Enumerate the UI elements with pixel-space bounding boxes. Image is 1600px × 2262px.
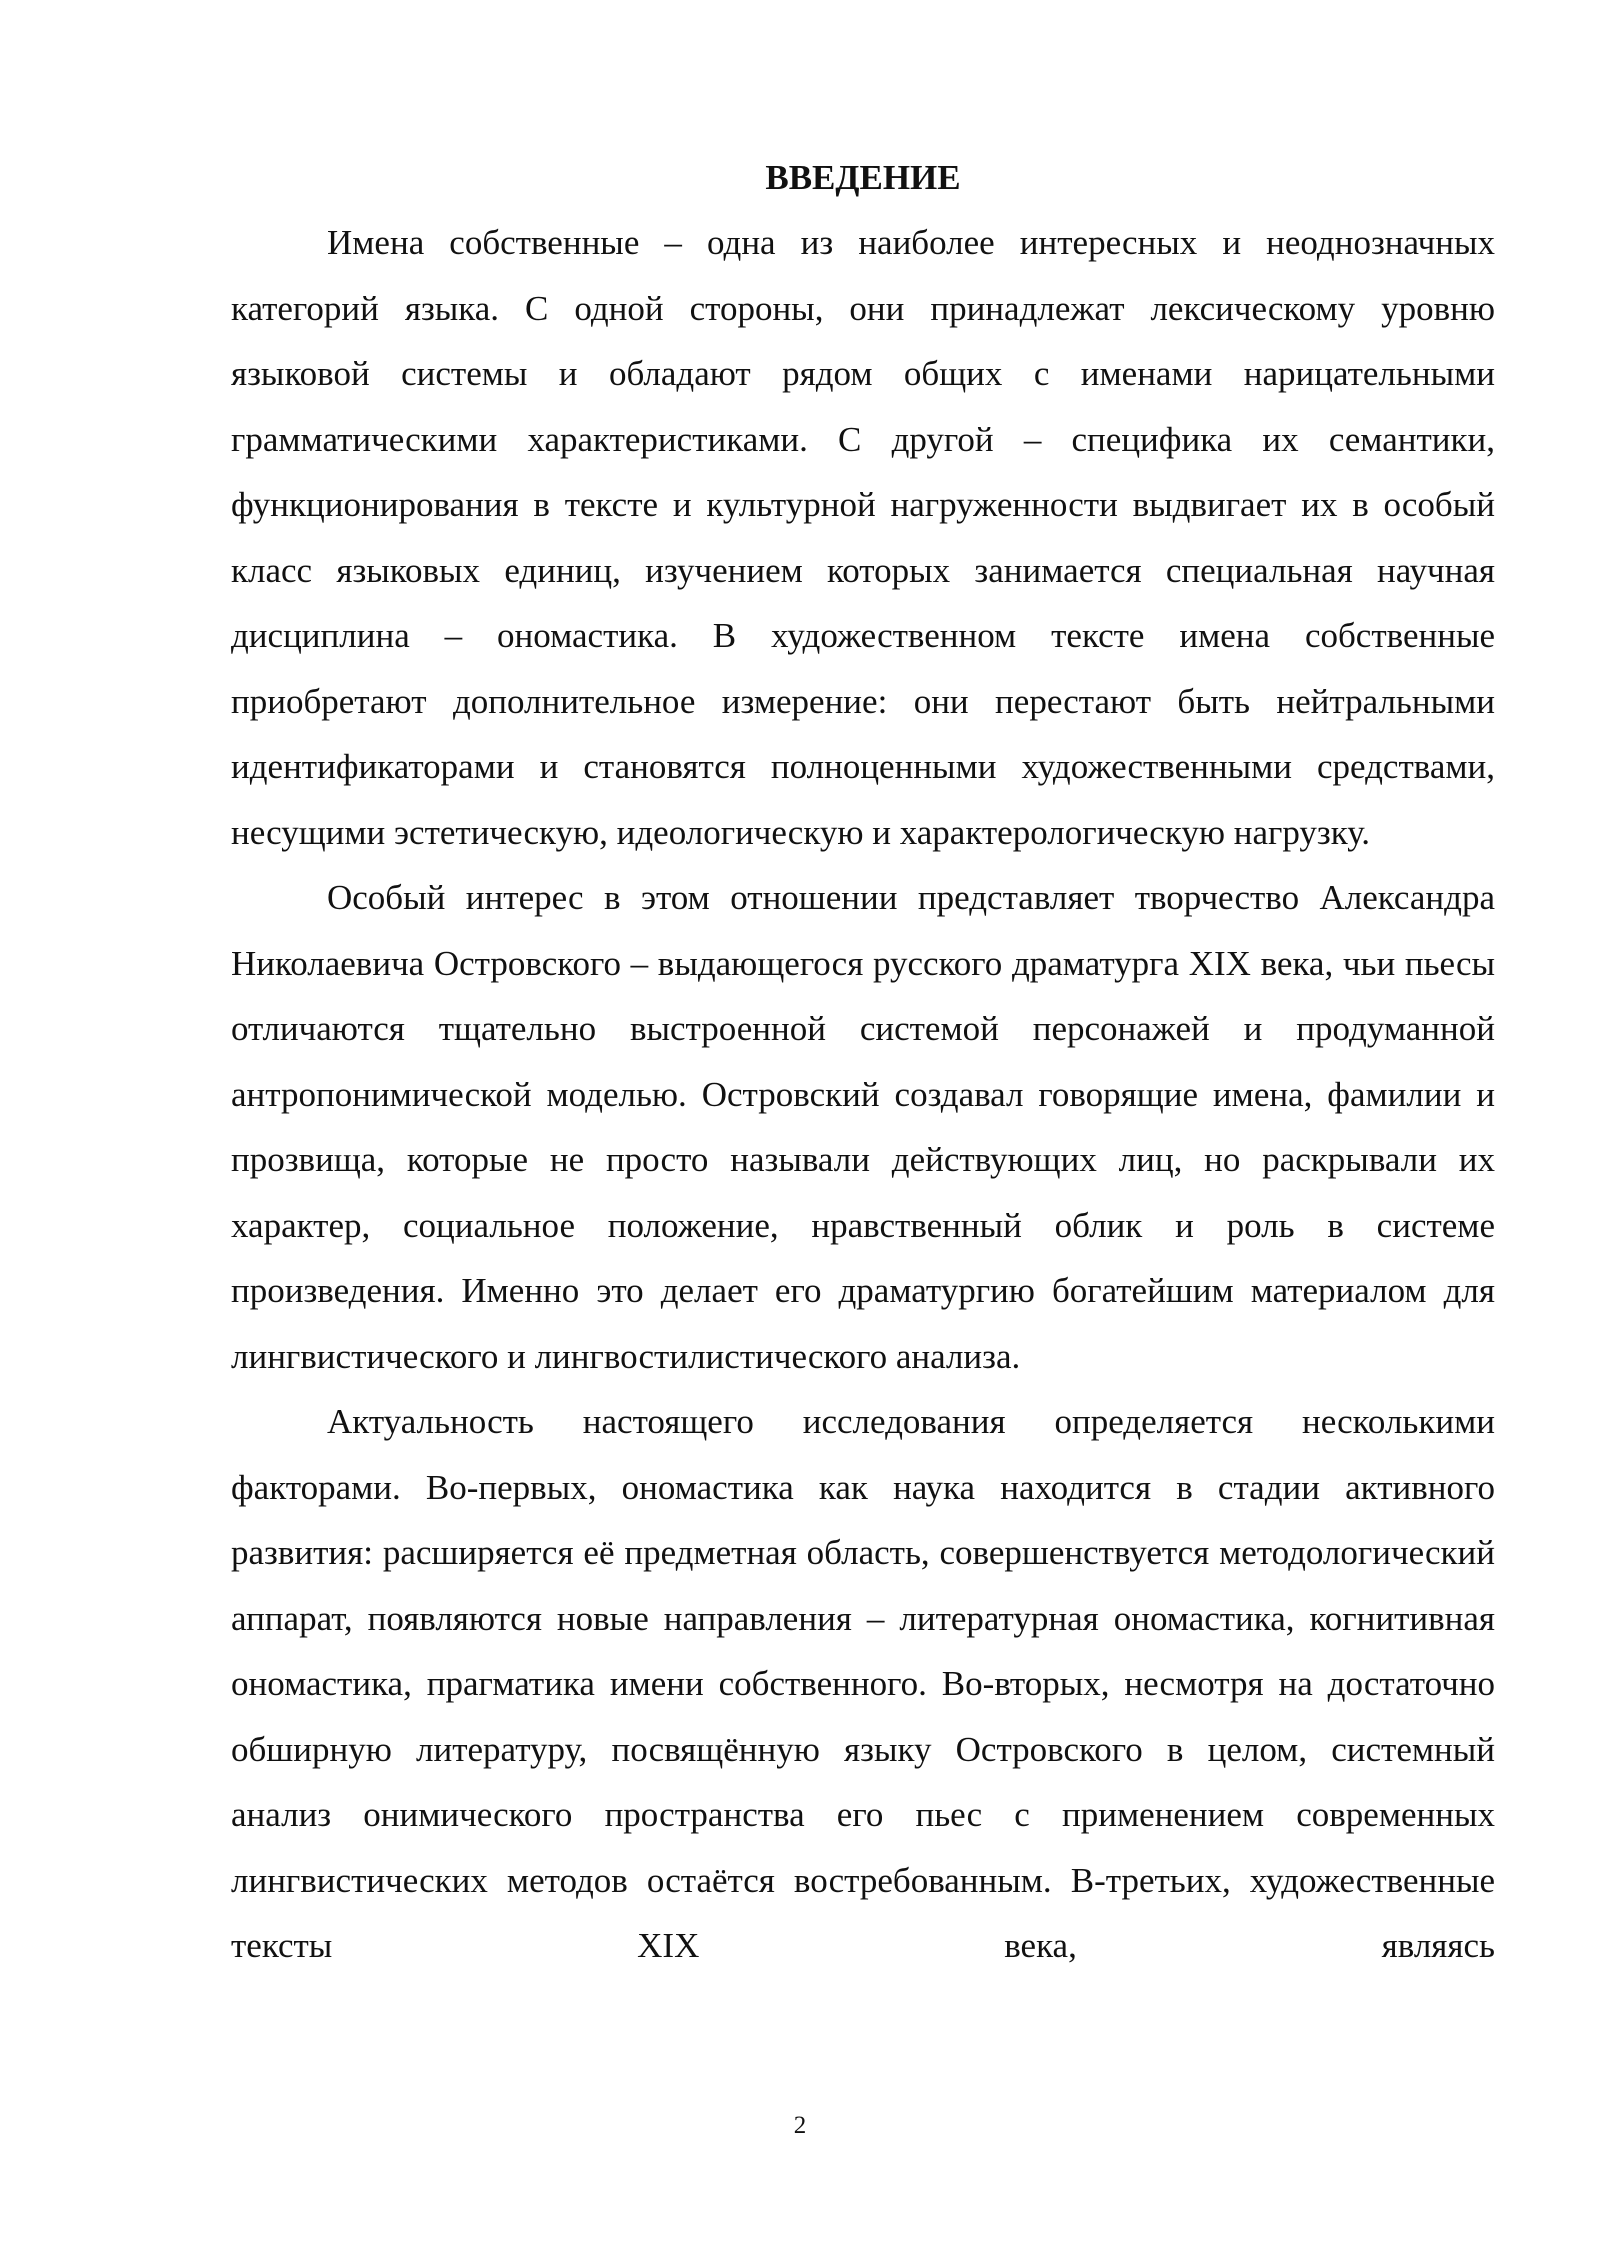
section-heading: ВВЕДЕНИЕ xyxy=(765,158,961,197)
paragraph-1: Имена собственные – одна из наиболее интересных и неоднозначных категорий языка. С одной стороны, они принадлежат лексическому уровню языковой системы и обладают рядом общих с именами нарицательными грамматическими характеристиками. С другой – специфика их семантики, функционирования в тексте и культурной нагруженности выдвигает их в особый класс языковых единиц, изучением которых занимается специальная научная дисциплина – ономастика. В художественном тексте имена собственные приобретают дополнительное измерение: они перестают быть нейтральными идентификаторами и становятся полноценными художественными средствами, несущими эстетическую, идеологическую и характерологическую нагрузку. xyxy=(231,223,1495,852)
page-number: 2 xyxy=(793,2112,807,2139)
paragraph-2: Особый интерес в этом отношении представляет творчество Александра Николаевича Островского – выдающегося русского драматурга XIX века, чьи пьесы отличаются тщательно выстроенной системой персонажей и продуманной антропонимической моделью. Островский создавал говорящие имена, фамилии и прозвища, которые не просто называли действующих лиц, но раскрывали их характер, социальное положение, нравственный облик и роль в системе произведения. Именно это делает его драматургию богатейшим материалом для лингвистического и лингвостилистического анализа. xyxy=(231,878,1495,1376)
page-body xyxy=(231,146,1495,1979)
paragraph-3: Актуальность настоящего исследования определяется несколькими факторами. Во-первых, ономастика как наука находится в стадии активного развития: расширяется её предметная область, совершенствуется методологический аппарат, появляются новые направления – литературная ономастика, когнитивная ономастика, прагматика имени собственного. Во-вторых, несмотря на достаточно обширную литературу, посвящённую языку Островского в целом, системный анализ онимического пространства его пьес с применением современных лингвистических методов остаётся востребованным. В-третьих, художественные тексты XIX века, являясь xyxy=(231,1402,1495,1965)
